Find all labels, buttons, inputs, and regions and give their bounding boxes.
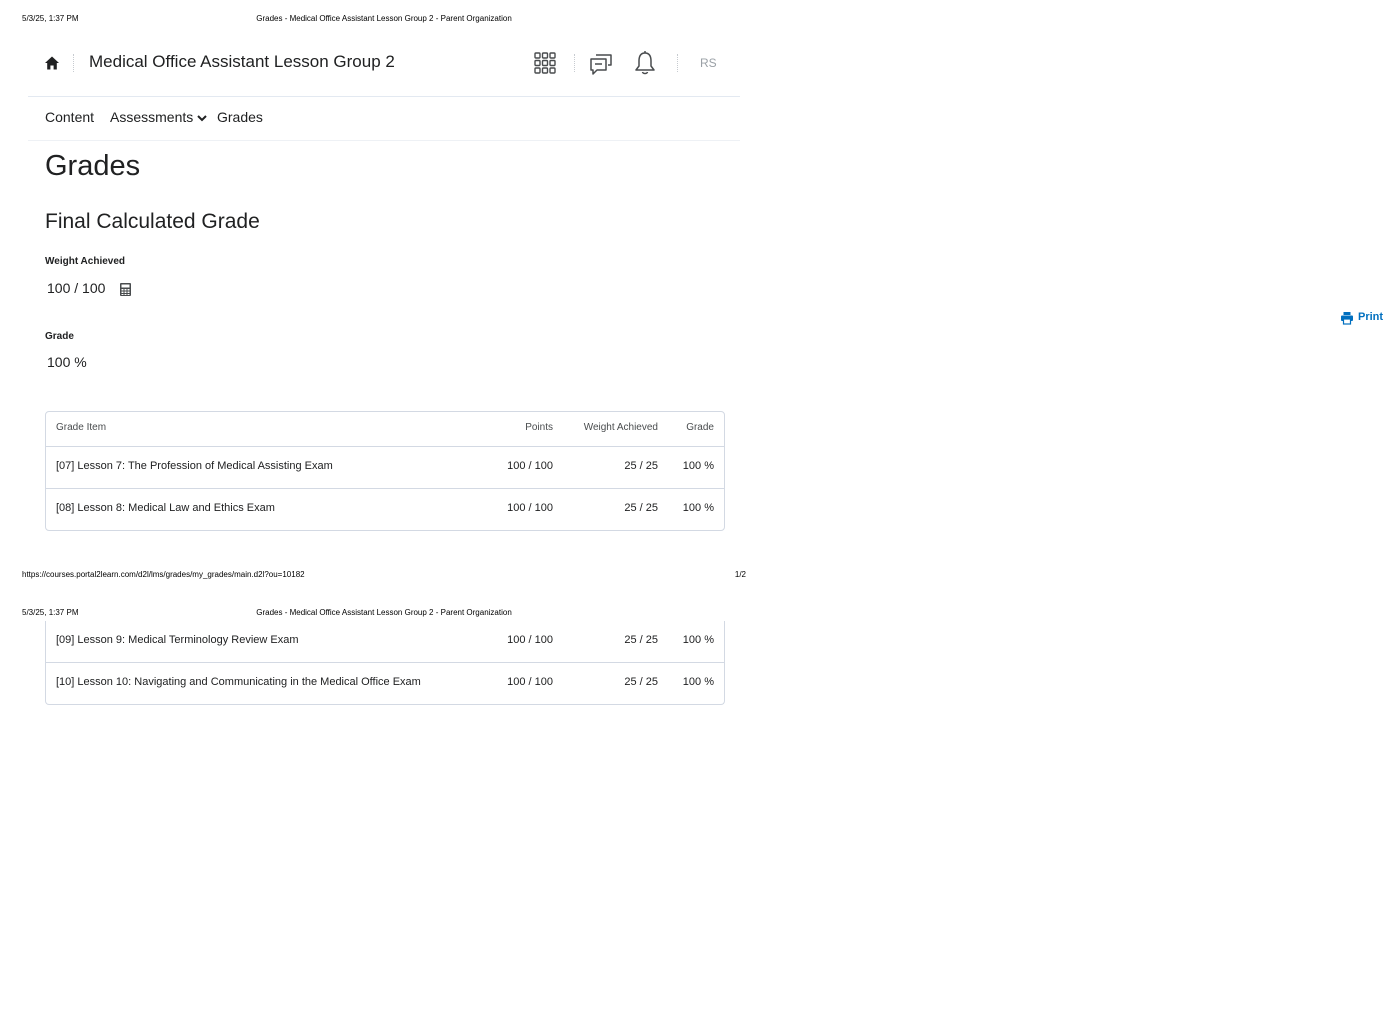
print-footer [22, 570, 746, 579]
header-weight-achieved: Weight Achieved [583, 422, 658, 433]
row-weight-achieved: 25 / 25 [624, 676, 658, 688]
row-weight-achieved: 25 / 25 [624, 634, 658, 646]
print-timestamp: 5/3/25, 1:37 PM [22, 14, 79, 23]
grade-value: 100 % [47, 354, 87, 370]
row-grade: 100 % [682, 676, 714, 688]
weight-achieved-value: 100 / 100 [47, 280, 106, 296]
navbar-divider [73, 54, 74, 72]
print-header [22, 608, 746, 622]
nav-grades-link[interactable]: Grades [217, 109, 263, 125]
chat-icon[interactable] [588, 51, 614, 77]
course-title[interactable]: Medical Office Assistant Lesson Group 2 [89, 52, 395, 71]
print-header [22, 14, 746, 28]
row-grade: 100 % [682, 634, 714, 646]
header-grade-item: Grade Item [56, 422, 107, 433]
table-row [46, 621, 724, 662]
row-points: 100 / 100 [507, 634, 553, 646]
table-row [46, 446, 724, 488]
print-page-number: 1/2 [734, 570, 746, 579]
final-grade-heading: Final Calculated Grade [45, 210, 260, 233]
grade-label: Grade [45, 331, 74, 342]
nav-assessments-label: Assessments [110, 109, 194, 125]
table-row [46, 488, 724, 530]
row-points: 100 / 100 [507, 460, 553, 472]
course-navbar [28, 36, 740, 97]
print-url: https://courses.portal2learn.com/d2l/lms/grades/my_grades/main.d2l?ou=10182 [22, 570, 305, 579]
chevron-down-icon [197, 114, 207, 122]
row-weight-achieved: 25 / 25 [624, 460, 658, 472]
user-avatar[interactable]: RS [700, 56, 717, 70]
header-grade: Grade [686, 422, 714, 433]
row-grade-item: [10] Lesson 10: Navigating and Communicating in the Medical Office Exam [56, 676, 421, 688]
table-header-row [46, 412, 724, 446]
print-page-title: Grades - Medical Office Assistant Lesson Group 2 - Parent Organization [256, 608, 512, 617]
grades-table-continued [45, 621, 725, 705]
row-points: 100 / 100 [507, 502, 553, 514]
grades-table [45, 411, 725, 531]
waffle-grid-icon[interactable] [534, 52, 556, 74]
row-weight-achieved: 25 / 25 [624, 502, 658, 514]
navbar-divider [574, 54, 575, 72]
row-points: 100 / 100 [507, 676, 553, 688]
navbar-divider [677, 54, 678, 72]
nav-content-link[interactable]: Content [45, 109, 95, 125]
table-row [46, 662, 724, 704]
calculator-icon[interactable] [120, 283, 131, 296]
row-grade-item: [09] Lesson 9: Medical Terminology Review Exam [56, 634, 299, 646]
header-points: Points [525, 422, 553, 433]
bell-icon[interactable] [633, 50, 657, 76]
print-label: Print [1358, 311, 1383, 323]
home-icon[interactable] [44, 55, 60, 71]
nav-assessments-menu[interactable] [110, 109, 207, 125]
row-grade: 100 % [682, 502, 714, 514]
row-grade-item: [08] Lesson 8: Medical Law and Ethics Exam [56, 502, 275, 514]
course-subnav [28, 97, 740, 141]
print-timestamp: 5/3/25, 1:37 PM [22, 608, 79, 617]
row-grade: 100 % [682, 460, 714, 472]
weight-achieved-label: Weight Achieved [45, 256, 126, 267]
printer-icon [1340, 311, 1354, 325]
print-page-title: Grades - Medical Office Assistant Lesson Group 2 - Parent Organization [256, 14, 512, 23]
page-title: Grades [45, 150, 141, 182]
row-grade-item: [07] Lesson 7: The Profession of Medical Assisting Exam [56, 460, 333, 472]
